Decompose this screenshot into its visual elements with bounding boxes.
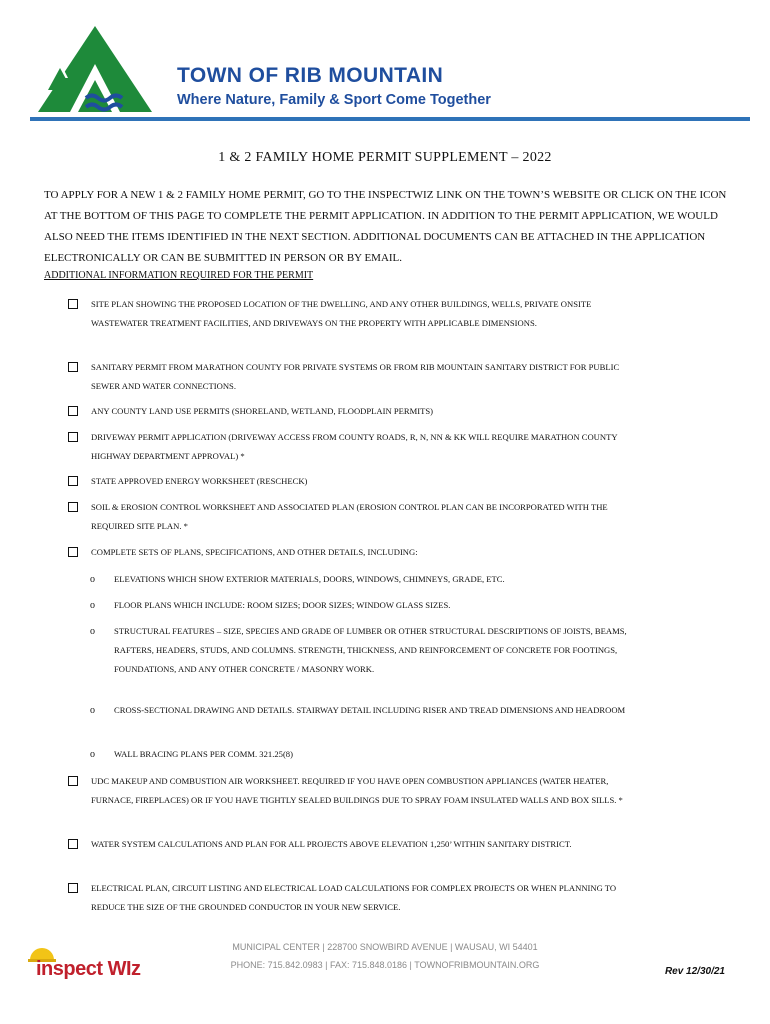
footer-phone-fax-web[interactable]: PHONE: 715.842.0983 | FAX: 715.848.0186 | TOWNOFRIBMOUNTAIN.ORG xyxy=(230,960,540,970)
checklist-item-water-system: WATER SYSTEM CALCULATIONS AND PLAN FOR ALL PROJECTS ABOVE ELEVATION 1,250’ WITHIN SANITARY DISTRICT. xyxy=(68,835,638,854)
subitem-floor-plans: o FLOOR PLANS WHICH INCLUDE: ROOM SIZES; DOOR SIZES; WINDOW GLASS SIZES. xyxy=(90,596,640,615)
subitem-structural-features: o STRUCTURAL FEATURES – SIZE, SPECIES AND GRADE OF LUMBER OR OTHER STRUCTURAL DESCRIPTIONS OF JOISTS, BEAMS, RAFTERS, HEADERS, STUDS, AND COLUMNS. STRENGTH, THICKNESS, AND REINFORCEMENT OF CONCRETE FOR FOOTINGS, FOUNDATIONS, AND ANY OTHER CONCRETE / MASONRY WORK. xyxy=(90,622,640,679)
checklist-item-electrical-plan: ELECTRICAL PLAN, CIRCUIT LISTING AND ELECTRICAL LOAD CALCULATIONS FOR COMPLEX PROJECTS OR WHEN PLANNING TO REDUCE THE SIZE OF THE GROUNDED CONDUCTOR IN YOUR NEW SERVICE. xyxy=(68,879,638,917)
checkbox-icon[interactable] xyxy=(68,406,78,416)
bullet-marker: o xyxy=(90,749,95,760)
checklist-item-combustion-air: UDC MAKEUP AND COMBUSTION AIR WORKSHEET. REQUIRED IF YOU HAVE OPEN COMBUSTION APPLIANCES (WATER HEATER, FURNACE, FIREPLACES) OR IF YOU HAVE TIGHTLY SEALED BUILDINGS DUE TO SPRAY FOAM INSULATED WALLS AND BOX SILLS. * xyxy=(68,772,638,810)
checkbox-icon[interactable] xyxy=(68,547,78,557)
subitem-cross-section: o CROSS-SECTIONAL DRAWING AND DETAILS. STAIRWAY DETAIL INCLUDING RISER AND TREAD DIMENSIONS AND HEADROOM xyxy=(90,701,640,720)
bullet-marker: o xyxy=(90,600,95,611)
checkbox-icon[interactable] xyxy=(68,776,78,786)
subitem-wall-bracing: o WALL BRACING PLANS PER COMM. 321.25(8) xyxy=(90,745,640,764)
inspectwiz-logo-link[interactable]: inspect WIz xyxy=(36,958,141,980)
town-name: TOWN OF RIB MOUNTAIN xyxy=(177,64,444,87)
checkbox-icon[interactable] xyxy=(68,476,78,486)
checklist-item-sanitary-permit: SANITARY PERMIT FROM MARATHON COUNTY FOR PRIVATE SYSTEMS OR FROM RIB MOUNTAIN SANITARY DISTRICT FOR PUBLIC SEWER AND WATER CONNECTIONS. xyxy=(68,358,638,396)
bullet-marker: o xyxy=(90,705,95,716)
checklist-item-driveway-permit: DRIVEWAY PERMIT APPLICATION (DRIVEWAY ACCESS FROM COUNTY ROADS, R, N, NN & KK WILL REQUIRE MARATHON COUNTY HIGHWAY DEPARTMENT APPROVAL) * xyxy=(68,428,638,466)
checkbox-icon[interactable] xyxy=(68,839,78,849)
checkbox-icon[interactable] xyxy=(68,502,78,512)
checklist-item-site-plan: SITE PLAN SHOWING THE PROPOSED LOCATION OF THE DWELLING, AND ANY OTHER BUILDINGS, WELLS, PRIVATE ONSITE WASTEWATER TREATMENT FACILITIES, AND DRIVEWAYS ON THE PROPERTY WITH APPLICABLE DIMENSIONS. xyxy=(68,295,638,333)
footer-address: MUNICIPAL CENTER | 228700 SNOWBIRD AVENUE | WAUSAU, WI 54401 xyxy=(232,942,538,952)
checkbox-icon[interactable] xyxy=(68,432,78,442)
intro-paragraph: TO APPLY FOR A NEW 1 & 2 FAMILY HOME PERMIT, GO TO THE INSPECTWIZ LINK ON THE TOWN’S WEBSITE OR CLICK ON THE ICON AT THE BOTTOM OF THIS PAGE TO COMPLETE THE PERMIT APPLICATION. IN ADDITION TO THE PERMIT APPLICATION, WE WOULD ALSO NEED THE ITEMS IDENTIFIED IN THE NEXT SECTION. ADDITIONAL DOCUMENTS CAN BE ATTACHED IN THE APPLICATION ELECTRONICALLY OR CAN BE SUBMITTED IN PERSON OR BY EMAIL. xyxy=(44,189,727,264)
checkbox-icon[interactable] xyxy=(68,299,78,309)
letterhead xyxy=(0,0,770,125)
header-divider xyxy=(30,117,750,121)
bullet-marker: o xyxy=(90,626,95,637)
checkbox-icon[interactable] xyxy=(68,362,78,372)
footer-contact xyxy=(0,938,770,974)
checklist-item-energy-worksheet: STATE APPROVED ENERGY WORKSHEET (RESCHECK) xyxy=(68,472,638,491)
subitem-elevations: o ELEVATIONS WHICH SHOW EXTERIOR MATERIALS, DOORS, WINDOWS, CHIMNEYS, GRADE, ETC. xyxy=(90,570,640,589)
checklist-item-plans-specs: COMPLETE SETS OF PLANS, SPECIFICATIONS, AND OTHER DETAILS, INCLUDING: xyxy=(68,543,638,562)
bullet-marker: o xyxy=(90,574,95,585)
page-title: 1 & 2 FAMILY HOME PERMIT SUPPLEMENT – 2022 xyxy=(218,150,552,165)
section-heading: ADDITIONAL INFORMATION REQUIRED FOR THE PERMIT xyxy=(44,270,314,281)
revision-date: Rev 12/30/21 xyxy=(664,966,725,977)
mountain-logo-icon xyxy=(30,20,160,118)
checklist-item-erosion-control: SOIL & EROSION CONTROL WORKSHEET AND ASSOCIATED PLAN (EROSION CONTROL PLAN CAN BE INCORPORATED WITH THE REQUIRED SITE PLAN. * xyxy=(68,498,638,536)
checkbox-icon[interactable] xyxy=(68,883,78,893)
town-tagline: Where Nature, Family & Sport Come Together xyxy=(177,92,491,108)
checklist-item-land-use-permits: ANY COUNTY LAND USE PERMITS (SHORELAND, WETLAND, FLOODPLAIN PERMITS) xyxy=(68,402,638,421)
